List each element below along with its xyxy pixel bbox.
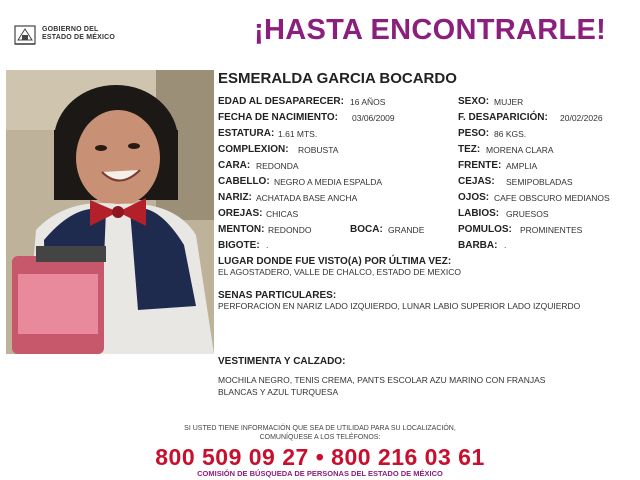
value-age: 16 AÑOS [350, 97, 386, 107]
value-disappearance-date: 20/02/2026 [560, 113, 603, 123]
label-complexion: TEZ: [458, 144, 481, 155]
missing-person-photo [6, 70, 214, 354]
label-hair: CABELLO: [218, 176, 270, 187]
contact-line-1: SI USTED TIENE INFORMACIÓN QUE SEA DE UTILIDAD PARA SU LOCALIZACIÓN, [184, 425, 456, 432]
government-logo [12, 22, 124, 48]
label-birthdate: FECHA DE NACIMIENTO: [218, 112, 338, 123]
label-eyes: OJOS: [458, 192, 490, 203]
last-seen-title: LUGAR DONDE FUE VISTO(A) POR ÚLTIMA VEZ: [218, 256, 452, 267]
clothing-title: VESTIMENTA Y CALZADO: [218, 356, 346, 367]
logo-line-1: GOBIERNO DEL [42, 26, 99, 33]
value-forehead: AMPLIA [506, 161, 538, 171]
value-cheekbones: PROMINENTES [520, 225, 583, 235]
value-height: 1.61 MTS. [278, 129, 318, 139]
value-mustache: . [266, 240, 269, 250]
contact-line-2: COMUNÍQUESE A LOS TELÉFONOS: [259, 434, 381, 441]
value-weight: 86 KGS. [494, 129, 527, 139]
value-build: ROBUSTA [298, 145, 339, 155]
marks-text: PERFORACION EN NARIZ LADO IZQUIERDO, LUNAR LABIO SUPERIOR LADO IZQUIERDO [218, 301, 581, 311]
label-beard: BARBA: [458, 240, 498, 251]
photo-illustration [6, 70, 214, 354]
last-seen-location: EL AGOSTADERO, VALLE DE CHALCO, ESTADO DE MEXICO [218, 267, 461, 277]
value-chin: REDONDO [268, 225, 312, 235]
value-nose: ACHATADA BASE ANCHA [256, 193, 358, 203]
state-seal-icon [12, 22, 38, 48]
label-chin: MENTON: [218, 224, 265, 235]
label-eyebrows: CEJAS: [458, 176, 495, 187]
clothing-line-1: MOCHILA NEGRO, TENIS CREMA, PANTS ESCOLAR AZU MARINO CON FRANJAS [218, 375, 546, 385]
value-hair: NEGRO A MEDIA ESPALDA [274, 177, 383, 187]
value-sex: MUJER [494, 97, 524, 107]
label-lips: LABIOS: [458, 208, 500, 219]
value-eyebrows: SEMIPOBLADAS [506, 177, 573, 187]
label-ears: OREJAS: [218, 208, 263, 219]
value-lips: GRUESOS [506, 209, 549, 219]
value-eyes: CAFE OBSCURO MEDIANOS [494, 193, 610, 203]
value-mouth: GRANDE [388, 225, 425, 235]
value-face: REDONDA [256, 161, 299, 171]
label-sex: SEXO: [458, 96, 490, 107]
label-cheekbones: POMULOS: [458, 224, 512, 235]
value-birthdate: 03/06/2009 [352, 113, 395, 123]
marks-title: SENAS PARTICULARES: [218, 290, 337, 301]
logo-text [42, 26, 115, 42]
phone-numbers: 800 509 09 27 • 800 216 03 61 [155, 444, 485, 470]
label-mouth: BOCA: [350, 224, 383, 235]
commission-name: COMISIÓN DE BÚSQUEDA DE PERSONAS DEL ESTADO DE MÉXICO [197, 469, 443, 478]
label-mustache: BIGOTE: [218, 240, 260, 251]
label-age: EDAD AL DESAPARECER: [218, 96, 344, 107]
clothing-line-2: BLANCAS Y AZUL TURQUESA [218, 387, 339, 397]
label-weight: PESO: [458, 128, 490, 139]
logo-line-2: ESTADO DE MÉXICO [42, 34, 116, 41]
label-face: CARA: [218, 160, 251, 171]
contact-instructions [0, 424, 640, 442]
value-complexion: MORENA CLARA [486, 145, 554, 155]
value-ears: CHICAS [266, 209, 299, 219]
label-height: ESTATURA: [218, 128, 275, 139]
person-name: ESMERALDA GARCIA BOCARDO [218, 70, 457, 87]
value-beard: . [504, 240, 507, 250]
label-disappearance-date: F. DESAPARICIÓN: [458, 112, 548, 123]
headline: ¡HASTA ENCONTRARLE! [254, 14, 607, 46]
label-build: COMPLEXION: [218, 144, 289, 155]
label-forehead: FRENTE: [458, 160, 502, 171]
label-nose: NARIZ: [218, 192, 252, 203]
